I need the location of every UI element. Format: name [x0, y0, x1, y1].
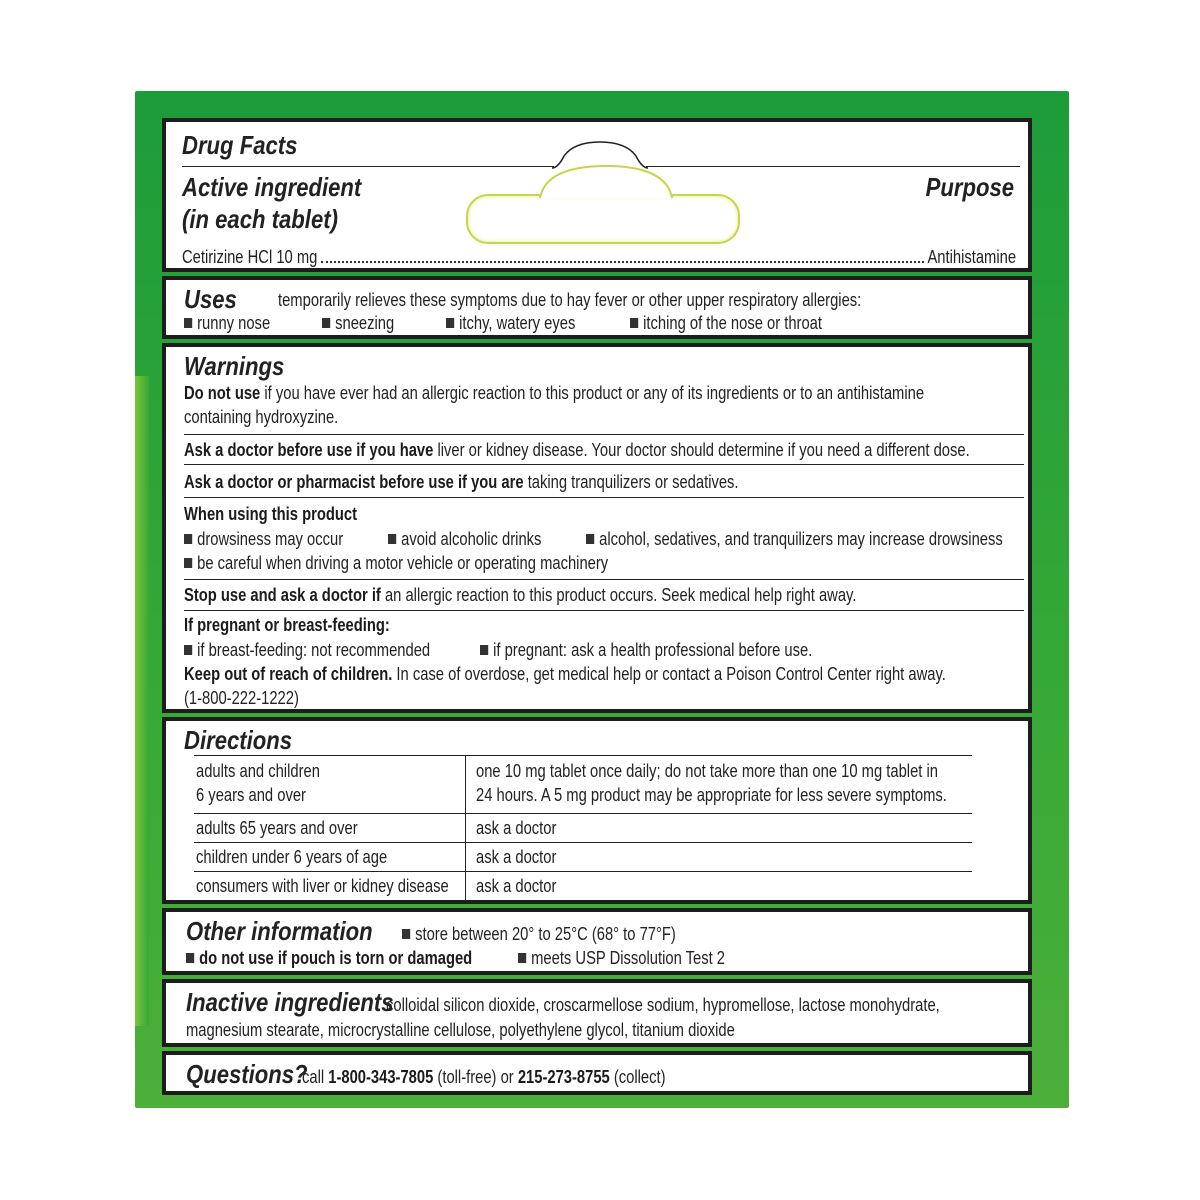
warnings-divider: [184, 579, 1024, 580]
active-ingredient-heading: Active ingredient: [182, 172, 362, 202]
directions-who: 6 years and over: [196, 785, 306, 805]
bullet-square: [446, 318, 454, 328]
bullet-square: [402, 929, 410, 939]
other-info-item: [402, 924, 676, 945]
bullet-square: [586, 534, 594, 544]
ingredient-purpose: Antihistamine: [927, 247, 1016, 267]
directions-panel: [162, 717, 1032, 904]
title-divider-right: [646, 166, 1020, 167]
ask-doctor-text: liver or kidney disease. Your doctor should determine if you need a different dose.: [437, 440, 970, 460]
pregnant-item-text: if breast-feeding: not recommended: [197, 640, 431, 660]
uses-item: [322, 313, 394, 334]
toll-free-phone: 1-800-343-7805: [328, 1067, 434, 1087]
bullet-square: [322, 318, 330, 328]
uses-item: [630, 313, 822, 334]
bullet-square: [388, 534, 396, 544]
do-not-use-line-2: containing hydroxyzine.: [184, 407, 339, 427]
questions-line: [302, 1067, 666, 1088]
ingredient-row: [182, 244, 1016, 268]
do-not-use-line: [184, 383, 924, 404]
when-using-heading: [184, 504, 357, 525]
keep-out-line: [184, 664, 946, 685]
directions-row-divider: [194, 813, 972, 814]
when-using-item-text: avoid alcoholic drinks: [401, 529, 542, 549]
bullet-square: [184, 558, 192, 568]
inactive-ingredients-text: colloidal silicon dioxide, croscarmellose sodium, hypromellose, lactose monohydrate,: [386, 995, 940, 1015]
questions-panel: [162, 1051, 1032, 1095]
ask-pharmacist-line: [184, 472, 739, 493]
active-ingredient-subheading: (in each tablet): [182, 204, 338, 234]
ingredient-name: Cetirizine HCl 10 mg: [182, 247, 318, 267]
when-using-item: [388, 529, 541, 550]
inactive-ingredients-heading: Inactive ingredients: [186, 987, 394, 1017]
bullet-square: [480, 645, 488, 655]
poison-control-phone: (1-800-222-1222): [184, 688, 299, 708]
directions-who: consumers with liver or kidney disease: [196, 876, 449, 896]
bullet-square: [184, 645, 192, 655]
inactive-ingredients-panel: [162, 979, 1032, 1047]
directions-who: adults and children: [196, 761, 320, 781]
bullet-square: [630, 318, 638, 328]
warnings-divider: [184, 434, 1024, 435]
directions-dose: one 10 mg tablet once daily; do not take more than one 10 mg tablet in: [476, 761, 938, 781]
pregnant-label: If pregnant or breast-feeding:: [184, 615, 390, 635]
pregnant-item-text: if pregnant: ask a health professional before use.: [493, 640, 813, 660]
ask-doctor-line: [184, 440, 970, 461]
pregnant-item: [480, 640, 812, 661]
when-using-item-text: be careful when driving a motor vehicle or operating machinery: [197, 553, 609, 573]
drug-facts-title: Drug Facts: [182, 130, 298, 160]
uses-item-text: itching of the nose or throat: [643, 313, 822, 333]
warnings-divider: [184, 610, 1024, 611]
directions-column-divider: [465, 755, 466, 901]
ask-doctor-label: Ask a doctor before use if you have: [184, 440, 434, 460]
other-info-item: [186, 948, 472, 969]
directions-dose: 24 hours. A 5 mg product may be appropriate for less severe symptoms.: [476, 785, 947, 805]
other-information-heading: Other information: [186, 916, 373, 946]
directions-dose: ask a doctor: [476, 847, 557, 867]
bullet-square: [186, 953, 194, 963]
stop-use-line: [184, 585, 856, 606]
bullet-square: [184, 534, 192, 544]
when-using-item: [184, 529, 343, 550]
when-using-item: [184, 553, 608, 574]
pregnant-item: [184, 640, 430, 661]
directions-row-divider: [194, 842, 972, 843]
collect-phone: 215-273-8755: [517, 1067, 610, 1087]
uses-item-text: itchy, watery eyes: [459, 313, 576, 333]
toll-free-label: (toll-free) or: [437, 1067, 514, 1087]
hang-hole: [466, 194, 740, 244]
uses-item-text: sneezing: [335, 313, 395, 333]
ingredient-leader-dots: [321, 261, 924, 263]
when-using-item-text: drowsiness may occur: [197, 529, 344, 549]
bullet-square: [184, 318, 192, 328]
other-info-item-text: meets USP Dissolution Test 2: [531, 948, 726, 968]
when-using-label: When using this product: [184, 504, 358, 524]
do-not-use-text: if you have ever had an allergic reaction to this product or any of its ingredients or to an antihistamine: [264, 383, 925, 403]
questions-call-text: call: [302, 1067, 325, 1087]
directions-who: children under 6 years of age: [196, 847, 388, 867]
do-not-use-label: Do not use: [184, 383, 261, 403]
keep-out-text: In case of overdose, get medical help or contact a Poison Control Center right away.: [396, 664, 946, 684]
directions-who: adults 65 years and over: [196, 818, 358, 838]
uses-panel: [162, 276, 1032, 339]
pregnant-heading: [184, 615, 390, 636]
uses-intro: temporarily relieves these symptoms due to hay fever or other upper respiratory allergies:: [278, 290, 862, 310]
inactive-ingredients-text: magnesium stearate, microcrystalline cellulose, polyethylene glycol, titanium dioxide: [186, 1020, 735, 1040]
stop-use-label: Stop use and ask a doctor if: [184, 585, 381, 605]
uses-heading: Uses: [184, 284, 237, 314]
directions-dose: ask a doctor: [476, 818, 557, 838]
ask-pharmacist-label: Ask a doctor or pharmacist before use if you are: [184, 472, 524, 492]
collect-label: (collect): [613, 1067, 666, 1087]
uses-item: [184, 313, 270, 334]
when-using-item-text: alcohol, sedatives, and tranquilizers may increase drowsiness: [599, 529, 1003, 549]
directions-heading: Directions: [184, 725, 293, 755]
warnings-heading: Warnings: [184, 351, 285, 381]
when-using-item: [586, 529, 1003, 550]
other-information-panel: [162, 908, 1032, 975]
drug-facts-panel: [162, 118, 1032, 272]
warnings-divider: [184, 464, 1024, 465]
bullet-square: [518, 953, 526, 963]
directions-dose: ask a doctor: [476, 876, 557, 896]
warnings-divider: [184, 497, 1024, 498]
directions-table-top: [194, 755, 972, 756]
keep-out-label: Keep out of reach of children.: [184, 664, 393, 684]
uses-item-text: runny nose: [197, 313, 271, 333]
purpose-heading: Purpose: [925, 172, 1014, 202]
ask-pharmacist-text: taking tranquilizers or sedatives.: [527, 472, 739, 492]
hang-hole-arch: [536, 160, 676, 200]
questions-heading: Questions?: [186, 1059, 308, 1089]
uses-item: [446, 313, 575, 334]
other-info-item: [518, 948, 725, 969]
title-divider-left: [182, 166, 554, 167]
other-info-item-text: do not use if pouch is torn or damaged: [199, 948, 473, 968]
directions-row-divider: [194, 871, 972, 872]
other-info-item-text: store between 20° to 25°C (68° to 77°F): [415, 924, 676, 944]
warnings-panel: [162, 343, 1032, 713]
stop-use-text: an allergic reaction to this product occurs. Seek medical help right away.: [384, 585, 857, 605]
